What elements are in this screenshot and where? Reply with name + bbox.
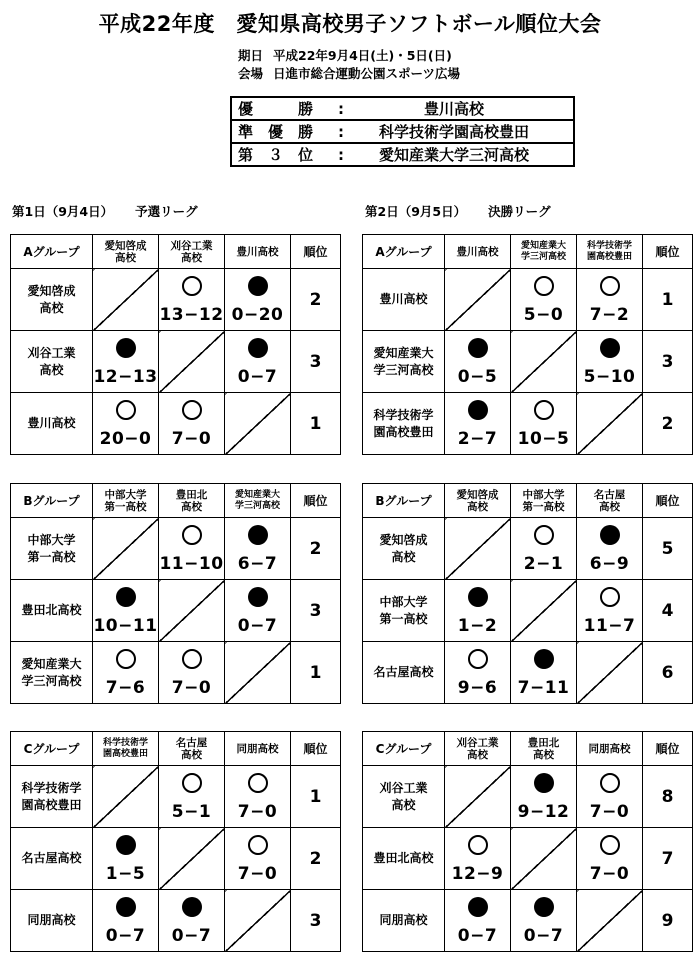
self-match-cell [225, 890, 291, 952]
win-circle-icon [600, 773, 620, 793]
match-result-cell [445, 393, 511, 455]
loss-circle-icon [600, 525, 620, 545]
match-result-cell [577, 580, 643, 642]
team-rank: 1 [291, 393, 341, 455]
team-rank: 2 [291, 828, 341, 890]
win-circle-icon [534, 400, 554, 420]
winner-row-second [231, 120, 574, 143]
team-column-header: 中部大学 第一高校 [511, 484, 577, 518]
loss-circle-icon [182, 897, 202, 917]
league-header-row [363, 484, 693, 518]
rank-header: 順位 [643, 484, 693, 518]
team-row [11, 393, 341, 455]
team-column-header: 愛知啓成 高校 [445, 484, 511, 518]
day2-date: 第2日（9月5日） [365, 204, 467, 219]
team-rank: 3 [291, 890, 341, 952]
venue-line [238, 64, 460, 82]
win-circle-icon [182, 773, 202, 793]
team-row-label: 名古屋高校 [11, 828, 93, 890]
loss-circle-icon [468, 338, 488, 358]
match-result-cell [511, 766, 577, 828]
team-row [11, 828, 341, 890]
winner-rank: 準 優 勝 [238, 123, 314, 141]
match-score: 7−11 [517, 678, 570, 698]
match-score: 7−0 [171, 678, 212, 698]
match-result-cell [577, 269, 643, 331]
team-row-label: 愛知啓成 高校 [363, 518, 445, 580]
match-score: 11−7 [583, 616, 636, 636]
winner-colon: : [338, 123, 344, 141]
match-result-cell [93, 331, 159, 393]
day2-heading [365, 202, 551, 220]
self-match-cell [511, 331, 577, 393]
win-circle-icon [468, 649, 488, 669]
team-row-label: 愛知産業大 学三河高校 [11, 642, 93, 704]
match-score: 7−0 [589, 802, 630, 822]
match-score: 7−2 [589, 305, 630, 325]
self-match-cell [225, 393, 291, 455]
team-row [363, 828, 693, 890]
match-result-cell [577, 766, 643, 828]
match-result-cell [159, 518, 225, 580]
loss-circle-icon [468, 897, 488, 917]
team-row [363, 766, 693, 828]
match-result-cell [445, 890, 511, 952]
match-result-cell [511, 518, 577, 580]
match-result-cell [93, 890, 159, 952]
team-rank: 7 [643, 828, 693, 890]
team-row-label: 名古屋高校 [363, 642, 445, 704]
team-row [11, 642, 341, 704]
date-line [238, 46, 452, 64]
team-row [11, 269, 341, 331]
match-result-cell [159, 393, 225, 455]
team-row-label: 豊川高校 [363, 269, 445, 331]
self-match-cell [577, 393, 643, 455]
win-circle-icon [534, 525, 554, 545]
win-circle-icon [468, 835, 488, 855]
winner-row-third [231, 143, 574, 166]
self-match-cell [159, 580, 225, 642]
win-circle-icon [182, 649, 202, 669]
win-circle-icon [116, 400, 136, 420]
team-column-header: 同朋高校 [577, 732, 643, 766]
team-column-header: 愛知啓成 高校 [93, 235, 159, 269]
team-column-header: 名古屋 高校 [159, 732, 225, 766]
team-column-header: 豊田北 高校 [511, 732, 577, 766]
match-result-cell [225, 828, 291, 890]
match-score: 5−1 [171, 802, 212, 822]
team-rank: 4 [643, 580, 693, 642]
date-value: 平成22年9月4日(土)・5日(日) [273, 48, 452, 63]
loss-circle-icon [600, 338, 620, 358]
match-result-cell [225, 766, 291, 828]
team-row-label: 科学技術学 園高校豊田 [11, 766, 93, 828]
team-column-header: 刈谷工業 高校 [445, 732, 511, 766]
league-header-row [11, 235, 341, 269]
venue-label: 会場 [238, 66, 264, 81]
loss-circle-icon [116, 587, 136, 607]
day1-date: 第1日（9月4日） [12, 204, 114, 219]
match-score: 0−7 [237, 616, 278, 636]
team-rank: 2 [291, 269, 341, 331]
loss-circle-icon [116, 338, 136, 358]
team-rank: 2 [291, 518, 341, 580]
self-match-cell [445, 269, 511, 331]
group-label: Bグループ [363, 484, 445, 518]
league-table [10, 731, 341, 952]
loss-circle-icon [248, 525, 268, 545]
team-row-label: 豊田北高校 [363, 828, 445, 890]
self-match-cell [445, 766, 511, 828]
team-row-label: 同朋高校 [11, 890, 93, 952]
team-row [363, 890, 693, 952]
team-row-label: 中部大学 第一高校 [11, 518, 93, 580]
venue-value: 日進市総合運動公園スポーツ広場 [273, 66, 461, 81]
win-circle-icon [600, 587, 620, 607]
match-score: 12−13 [93, 367, 158, 387]
match-score: 0−7 [105, 926, 146, 946]
winner-rank: 優 勝 [238, 100, 314, 118]
league-header-row [11, 732, 341, 766]
team-row [11, 580, 341, 642]
match-result-cell [93, 393, 159, 455]
winner-colon: : [338, 146, 344, 164]
match-score: 0−20 [231, 305, 284, 325]
win-circle-icon [182, 276, 202, 296]
winner-name: 科学技術学園高校豊田 [378, 123, 529, 141]
match-result-cell [225, 331, 291, 393]
win-circle-icon [182, 525, 202, 545]
team-row-label: 科学技術学 園高校豊田 [363, 393, 445, 455]
self-match-cell [159, 828, 225, 890]
rank-header: 順位 [643, 732, 693, 766]
loss-circle-icon [468, 400, 488, 420]
team-column-header: 科学技術学 園高校豊田 [93, 732, 159, 766]
team-rank: 3 [291, 331, 341, 393]
team-rank: 3 [643, 331, 693, 393]
match-score: 5−0 [523, 305, 564, 325]
match-score: 6−9 [589, 554, 630, 574]
match-score: 12−9 [451, 864, 504, 884]
group-label: Cグループ [363, 732, 445, 766]
day1-stage: 予選リーグ [135, 204, 198, 219]
team-row [11, 331, 341, 393]
team-column-header: 同朋高校 [225, 732, 291, 766]
match-score: 6−7 [237, 554, 278, 574]
team-rank: 6 [643, 642, 693, 704]
match-score: 0−7 [171, 926, 212, 946]
league-table [10, 234, 341, 455]
match-result-cell [445, 828, 511, 890]
match-score: 2−7 [457, 429, 498, 449]
match-score: 1−2 [457, 616, 498, 636]
loss-circle-icon [248, 338, 268, 358]
rank-header: 順位 [291, 235, 341, 269]
match-score: 0−7 [523, 926, 564, 946]
team-row-label: 同朋高校 [363, 890, 445, 952]
self-match-cell [93, 518, 159, 580]
self-match-cell [93, 766, 159, 828]
win-circle-icon [182, 400, 202, 420]
self-match-cell [577, 642, 643, 704]
self-match-cell [159, 331, 225, 393]
team-column-header: 名古屋 高校 [577, 484, 643, 518]
team-row [363, 331, 693, 393]
team-row [11, 890, 341, 952]
self-match-cell [445, 518, 511, 580]
league-table [362, 731, 693, 952]
rank-header: 順位 [291, 732, 341, 766]
league-header-row [11, 484, 341, 518]
team-row-label: 豊川高校 [11, 393, 93, 455]
team-row-label: 刈谷工業 高校 [363, 766, 445, 828]
winner-name: 豊川高校 [423, 100, 484, 118]
match-score: 7−0 [171, 429, 212, 449]
match-score: 0−5 [457, 367, 498, 387]
team-row [363, 518, 693, 580]
win-circle-icon [116, 649, 136, 669]
win-circle-icon [248, 835, 268, 855]
team-row-label: 愛知啓成 高校 [11, 269, 93, 331]
match-score: 13−12 [159, 305, 224, 325]
team-row-label: 豊田北高校 [11, 580, 93, 642]
day2-stage: 決勝リーグ [488, 204, 551, 219]
match-result-cell [577, 828, 643, 890]
loss-circle-icon [534, 773, 554, 793]
league-header-row [363, 732, 693, 766]
match-result-cell [511, 393, 577, 455]
match-score: 0−7 [457, 926, 498, 946]
league-table [362, 234, 693, 455]
match-result-cell [445, 642, 511, 704]
league-header-row [363, 235, 693, 269]
team-row [11, 518, 341, 580]
match-score: 7−0 [237, 802, 278, 822]
match-result-cell [511, 890, 577, 952]
self-match-cell [577, 890, 643, 952]
match-result-cell [511, 269, 577, 331]
team-row-label: 愛知産業大 学三河高校 [363, 331, 445, 393]
team-rank: 2 [643, 393, 693, 455]
team-row [363, 642, 693, 704]
team-row-label: 中部大学 第一高校 [363, 580, 445, 642]
day1-heading [12, 202, 198, 220]
date-label: 期日 [238, 48, 264, 63]
winner-rank: 第 ３ 位 [238, 146, 314, 164]
team-rank: 5 [643, 518, 693, 580]
match-result-cell [93, 828, 159, 890]
team-rank: 8 [643, 766, 693, 828]
match-result-cell [577, 518, 643, 580]
team-row [11, 766, 341, 828]
league-table [10, 483, 341, 704]
win-circle-icon [600, 276, 620, 296]
rank-header: 順位 [643, 235, 693, 269]
team-rank: 3 [291, 580, 341, 642]
match-result-cell [445, 580, 511, 642]
loss-circle-icon [248, 276, 268, 296]
team-row-label: 刈谷工業 高校 [11, 331, 93, 393]
self-match-cell [93, 269, 159, 331]
match-result-cell [445, 331, 511, 393]
loss-circle-icon [534, 649, 554, 669]
loss-circle-icon [116, 835, 136, 855]
team-row [363, 269, 693, 331]
match-result-cell [511, 642, 577, 704]
match-score: 10−5 [517, 429, 570, 449]
team-row [363, 393, 693, 455]
match-score: 10−11 [93, 616, 158, 636]
team-column-header: 刈谷工業 高校 [159, 235, 225, 269]
match-score: 1−5 [105, 864, 146, 884]
team-column-header: 中部大学 第一高校 [93, 484, 159, 518]
team-rank: 9 [643, 890, 693, 952]
match-score: 2−1 [523, 554, 564, 574]
match-result-cell [577, 331, 643, 393]
match-result-cell [159, 766, 225, 828]
match-score: 11−10 [159, 554, 224, 574]
match-result-cell [225, 518, 291, 580]
win-circle-icon [534, 276, 554, 296]
self-match-cell [511, 580, 577, 642]
match-score: 9−6 [457, 678, 498, 698]
match-score: 0−7 [237, 367, 278, 387]
winner-row-first [231, 97, 574, 120]
match-score: 9−12 [517, 802, 570, 822]
match-result-cell [225, 269, 291, 331]
match-score: 5−10 [583, 367, 636, 387]
team-rank: 1 [291, 642, 341, 704]
match-result-cell [159, 890, 225, 952]
self-match-cell [225, 642, 291, 704]
team-row [363, 580, 693, 642]
match-result-cell [225, 580, 291, 642]
winner-name: 愛知産業大学三河高校 [378, 146, 529, 164]
loss-circle-icon [534, 897, 554, 917]
page-title: 平成22年度 愛知県高校男子ソフトボール順位大会 [98, 12, 602, 36]
winners-table [230, 96, 575, 167]
team-column-header: 科学技術学 園高校豊田 [577, 235, 643, 269]
match-score: 7−6 [105, 678, 146, 698]
team-column-header: 豊川高校 [225, 235, 291, 269]
match-result-cell [159, 269, 225, 331]
team-column-header: 愛知産業大 学三河高校 [511, 235, 577, 269]
team-column-header: 愛知産業大 学三河高校 [225, 484, 291, 518]
group-label: Cグループ [11, 732, 93, 766]
match-score: 7−0 [589, 864, 630, 884]
group-label: Aグループ [11, 235, 93, 269]
loss-circle-icon [116, 897, 136, 917]
win-circle-icon [600, 835, 620, 855]
rank-header: 順位 [291, 484, 341, 518]
group-label: Bグループ [11, 484, 93, 518]
win-circle-icon [248, 773, 268, 793]
loss-circle-icon [468, 587, 488, 607]
team-rank: 1 [291, 766, 341, 828]
loss-circle-icon [248, 587, 268, 607]
match-result-cell [93, 642, 159, 704]
self-match-cell [511, 828, 577, 890]
winner-colon: : [338, 100, 344, 118]
team-rank: 1 [643, 269, 693, 331]
league-table [362, 483, 693, 704]
match-result-cell [93, 580, 159, 642]
match-score: 20−0 [99, 429, 152, 449]
group-label: Aグループ [363, 235, 445, 269]
match-result-cell [159, 642, 225, 704]
team-column-header: 豊田北 高校 [159, 484, 225, 518]
match-score: 7−0 [237, 864, 278, 884]
team-column-header: 豊川高校 [445, 235, 511, 269]
